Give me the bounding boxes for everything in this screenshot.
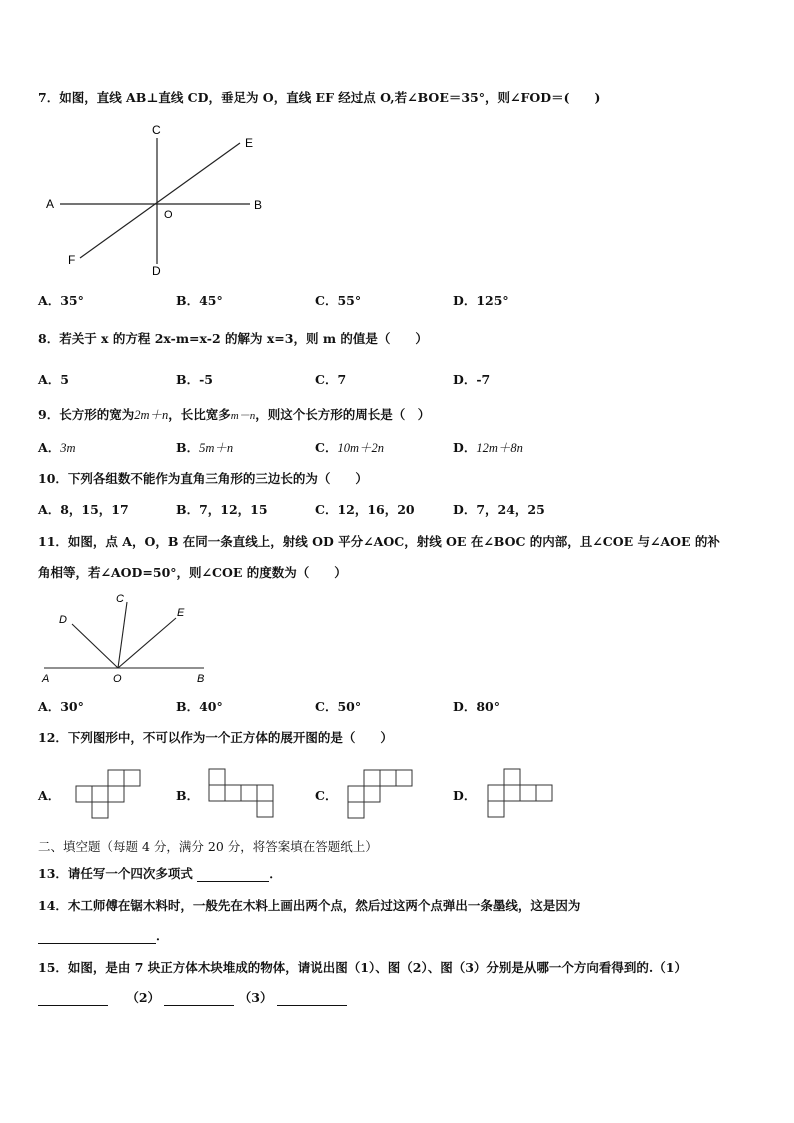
label-c: C: [116, 593, 124, 605]
question-11-line1: 11．如图，点 A，O，B 在同一条直线上，射线 OD 平分∠AOC，射线 OE 在∠BOC 的内部，且∠COE 与∠AOE 的补: [38, 534, 720, 549]
q8-option-a[interactable]: A．5: [38, 372, 69, 387]
q9-option-d[interactable]: D．12m＋8n: [453, 440, 523, 455]
q9-stem-suffix: ，则这个长方形的周长是（ ）: [255, 407, 431, 422]
q15-answer-blank-1[interactable]: [38, 991, 108, 1006]
q10-option-c[interactable]: C．12，16，20: [315, 502, 415, 517]
q11-option-a[interactable]: A．30°: [38, 699, 84, 714]
q14-answer-blank[interactable]: [38, 929, 156, 944]
label-b: B: [254, 198, 263, 212]
q8-option-b[interactable]: B．-5: [176, 372, 213, 387]
q11-option-b[interactable]: B．40°: [176, 699, 223, 714]
section-2-heading: 二、填空题（每题 4 分，满分 20 分，将答案填在答题纸上）: [38, 839, 378, 854]
q15-answer-blank-3[interactable]: [277, 991, 347, 1006]
q9-stem-prefix: 9．长方形的宽为: [38, 407, 135, 422]
q15-answer-blank-2[interactable]: [164, 991, 234, 1006]
q12-net-c: [346, 769, 418, 821]
ray-od: [72, 624, 118, 668]
q9-option-b[interactable]: B．5m＋n: [176, 440, 234, 455]
question-14-stem: 14．木工师傅在锯木料时，一般先在木料上画出两个点，然后过这两个点弹出一条墨线，这是因为: [38, 898, 581, 913]
question-8-stem: 8．若关于 x 的方程 2x-m=x-2 的解为 x=3，则 m 的值是（ ）: [38, 331, 428, 346]
q15-label-2: （2）: [126, 990, 161, 1005]
q9-option-a[interactable]: A．3m: [38, 440, 76, 455]
question-15-stem: 15．如图，是由 7 块正方体木块堆成的物体，请说出图（1）、图（2）、图（3）分别是从哪一个方向看得到的.（1）: [38, 960, 687, 975]
label-d: D: [59, 614, 67, 626]
q13-stem: 13．请任写一个四次多项式: [38, 866, 193, 881]
label-a: A: [46, 197, 55, 211]
ray-oe: [118, 618, 176, 668]
q9-width-expr: 2m＋n: [134, 408, 169, 422]
question-9-stem: [38, 405, 430, 423]
label-o: O: [113, 673, 122, 685]
q7-option-b[interactable]: B．45°: [176, 293, 223, 308]
q12-option-a[interactable]: A．: [38, 788, 61, 803]
q12-net-a: [74, 769, 144, 821]
question-14-answer-line: [38, 926, 169, 944]
q12-net-b: [207, 768, 277, 820]
q12-net-d: [486, 768, 556, 820]
q15-label-3: （3）: [238, 990, 273, 1005]
label-d: D: [152, 264, 161, 278]
q10-option-b[interactable]: B．7，12，15: [176, 502, 268, 517]
q7-option-c[interactable]: C．55°: [315, 293, 362, 308]
label-o: O: [164, 209, 173, 221]
line-ef: [80, 143, 240, 258]
label-a: A: [42, 673, 50, 685]
q14-end: ．: [156, 928, 169, 943]
q9-stem-mid: ，长比宽多: [168, 407, 231, 422]
label-e: E: [177, 607, 185, 619]
q8-option-c[interactable]: C．7: [315, 372, 347, 387]
q9-option-c[interactable]: C．10m＋2n: [315, 440, 384, 455]
q12-option-c[interactable]: C．: [315, 788, 338, 803]
question-7-stem: 7．如图，直线 AB⊥直线 CD，垂足为 O，直线 EF 经过点 O,若∠BOE＝35°，则∠FOD＝( ): [38, 90, 601, 105]
label-e: E: [245, 136, 254, 150]
ray-oc: [118, 602, 127, 668]
q12-option-d[interactable]: D．: [453, 788, 477, 803]
label-f: F: [68, 253, 76, 267]
q10-option-a[interactable]: A．8，15，17: [38, 502, 129, 517]
q11-option-d[interactable]: D．80°: [453, 699, 500, 714]
q13-answer-blank[interactable]: [197, 867, 269, 882]
q12-option-b[interactable]: B．: [176, 788, 200, 803]
q8-option-d[interactable]: D．-7: [453, 372, 491, 387]
label-c: C: [152, 123, 161, 137]
question-12-stem: 12．下列图形中，不可以作为一个正方体的展开图的是（ ）: [38, 730, 393, 745]
question-11-line2: 角相等，若∠AOD=50°，则∠COE 的度数为（ ）: [38, 565, 347, 580]
question-7-figure: [40, 118, 280, 283]
q7-option-a[interactable]: A．35°: [38, 293, 84, 308]
q10-option-d[interactable]: D．7，24，25: [453, 502, 545, 517]
label-b: B: [197, 673, 205, 685]
q11-option-c[interactable]: C．50°: [315, 699, 362, 714]
q7-option-d[interactable]: D．125°: [453, 293, 509, 308]
q13-end: ．: [269, 866, 282, 881]
question-13: [38, 864, 282, 882]
question-15-answer-line: [38, 988, 347, 1006]
question-10-stem: 10．下列各组数不能作为直角三角形的三边长的为（ ）: [38, 471, 368, 486]
question-11-figure: [36, 588, 216, 688]
q9-diff-expr: m－n: [230, 410, 256, 422]
